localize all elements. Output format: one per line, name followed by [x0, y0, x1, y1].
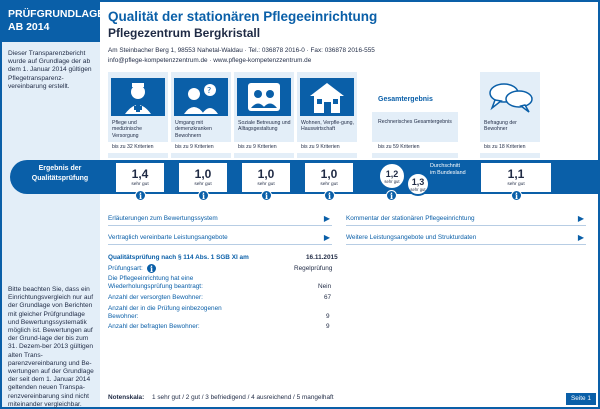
link-strukturdaten[interactable]: [346, 231, 586, 245]
grade-text: sehr gut: [194, 182, 212, 187]
prufgrundlage-title: [2, 2, 105, 42]
grade-pflege: [115, 162, 165, 193]
social-care-icon: [237, 78, 291, 116]
average-label-line1: Durchschnitt: [430, 163, 460, 169]
grade-value: 1,0: [320, 167, 338, 181]
rating-band-label: [20, 164, 100, 184]
category-demenz: [171, 72, 231, 158]
link-label: Kommentar der stationären Pflegeeinrichtung: [346, 215, 475, 222]
grade-scale-label: Notenskala:: [108, 394, 145, 401]
grade-scale: [108, 394, 334, 401]
play-arrow-icon: ▶: [323, 233, 330, 242]
rating-band-label-line2: Qualitätsprüfung: [31, 175, 89, 182]
average-label: [430, 163, 466, 177]
category-wohnen: [297, 72, 357, 158]
inspection-heading: Qualitätsprüfung nach § 114 Abs. 1 SGB XI am: [108, 254, 249, 261]
overall-result-panel: [372, 88, 458, 158]
category-befragung: [480, 72, 540, 158]
residents-count-label: Anzahl der versorgten Bewohner:: [108, 294, 203, 301]
grade-text: sehr gut: [507, 182, 525, 187]
svg-text:?: ?: [207, 86, 212, 95]
category-label: Soziale Betreuung und Alltagsgestaltung: [238, 120, 291, 133]
grade-wohnen: [304, 162, 354, 193]
category-pflege: [108, 72, 168, 158]
surveyed-count-label: Anzahl der befragten Bewohner:: [108, 323, 200, 330]
grade-scale-text: 1 sehr gut / 2 gut / 3 befriedigend / 4 ausreichend / 5 mangelhaft: [152, 394, 334, 401]
overall-result-sub: Rechnerisches Gesamtergebnis: [378, 119, 452, 125]
repeat-inspection-value: Nein: [318, 283, 332, 290]
grade-text: sehr gut: [131, 182, 149, 187]
grade-value: 1,0: [257, 167, 275, 181]
link-bewertungssystem[interactable]: [108, 212, 332, 226]
speech-bubbles-icon: [483, 78, 537, 116]
link-leistungsangebote[interactable]: [108, 231, 332, 245]
info-icon[interactable]: i: [198, 190, 209, 201]
facility-web: info@pflege-kompetenzzentrum.de · www.pflege-kompetenzzentrum.de: [108, 57, 312, 64]
play-arrow-icon: ▶: [577, 233, 584, 242]
residents-count-value: 67: [324, 294, 332, 301]
prufgrundlage-line2: AB 2014: [8, 21, 50, 33]
overall-grade-circle: [378, 162, 406, 190]
overall-result-title: Gesamtergebnis: [372, 88, 458, 112]
category-criteria: bis zu 32 Kriterien: [108, 142, 168, 153]
category-label: Umgang mit demenzkranken Bewohnern: [175, 120, 212, 139]
grade-text: sehr gut: [257, 182, 275, 187]
page-number: Seite 1: [566, 393, 596, 405]
overall-grade-text: sehr gut: [384, 179, 400, 184]
overall-grade-value: 1,2: [385, 169, 399, 179]
info-icon[interactable]: i: [146, 263, 157, 274]
link-kommentar[interactable]: [346, 212, 586, 226]
inspection-date: 16.11.2015: [306, 254, 338, 261]
category-label: Pflege und medizinische Versorgung: [112, 120, 142, 139]
link-label: Vertraglich vereinbarte Leistungsangebote: [108, 234, 228, 241]
average-grade-circle: [406, 172, 430, 196]
facility-name: Pflegezentrum Bergkristall: [108, 26, 261, 40]
house-icon: [300, 78, 354, 116]
average-label-line2: im Bundesland: [430, 170, 466, 176]
link-label: Weitere Leistungsangebote und Strukturdaten: [346, 234, 477, 241]
category-criteria: bis zu 9 Kriterien: [171, 142, 231, 153]
grade-demenz: [178, 162, 228, 193]
dementia-care-icon: [174, 78, 228, 116]
info-icon[interactable]: i: [261, 190, 272, 201]
info-icon[interactable]: i: [511, 190, 522, 201]
surveyed-count-value: 9: [326, 323, 330, 330]
category-criteria: bis zu 9 Kriterien: [297, 142, 357, 153]
category-label: Befragung der Bewohner: [484, 120, 517, 133]
grade-text: sehr gut: [320, 182, 338, 187]
nurse-icon: [111, 78, 165, 116]
included-count-label: Anzahl der in die Prüfung einbezogenen Bewohner:: [108, 305, 222, 320]
grade-value: 1,4: [131, 167, 149, 181]
average-grade-text: sehr gut: [410, 187, 426, 192]
category-label: Wohnen, Verpfle-gung, Hauswirtschaft: [301, 120, 354, 133]
category-criteria: bis zu 9 Kriterien: [234, 142, 294, 153]
facility-address: Am Steinbacher Berg 1, 98553 Nahetal-Waldau · Tel.: 036878 2016-0 · Fax: 036878 2016-555: [108, 47, 375, 54]
play-arrow-icon: ▶: [577, 214, 584, 223]
grade-value: 1,0: [194, 167, 212, 181]
left-sidebar: [2, 2, 105, 408]
rating-band-label-line1: Ergebnis der: [38, 165, 82, 172]
play-arrow-icon: ▶: [323, 214, 330, 223]
intro-note: Dieser Transparenzbericht wurde auf Grundlage der ab dem 1. Januar 2014 gültigen Pflegetransparenz-vereinbarung erstellt.: [8, 50, 92, 90]
page-title: Qualität der stationären Pflegeeinrichtung: [108, 9, 378, 24]
category-criteria: bis zu 18 Kriterien: [480, 142, 540, 153]
prufgrundlage-line1: PRÜFGRUNDLAGE: [8, 8, 105, 20]
grade-betreuung: [241, 162, 291, 193]
grade-value: 1,1: [507, 167, 525, 181]
inspection-type-label: Prüfungsart:: [108, 265, 143, 272]
grade-befragung: [480, 162, 552, 193]
info-icon[interactable]: i: [386, 190, 397, 201]
comparison-hint: Bitte beachten Sie, dass ein Einrichtungsvergleich nur auf der Grundlage von Berichten mit gleicher Prüfgrundlage und Bewertungssystematik möglich ist. Bewertungen auf der Grund-lage der bis zum 31. Dezem-ber 2013 gültigen alten Trans-parenzvereinbarung und Be-wertungen auf der Grundlage der seit dem 1. Januar 2014 geltenden neuen Transpa-renzvereinbarung sind nicht miteinander vergleichbar.: [8, 286, 94, 408]
category-betreuung: [234, 72, 294, 158]
link-label: Erläuterungen zum Bewertungssystem: [108, 215, 218, 222]
inspection-type-value: Regelprüfung: [294, 265, 333, 272]
repeat-inspection-label: Die Pflegeeinrichtung hat eine Wiederholungsprüfung beantragt:: [108, 275, 203, 290]
info-icon[interactable]: i: [135, 190, 146, 201]
included-count-value: 9: [326, 313, 330, 320]
average-grade-value: 1,3: [411, 177, 425, 187]
rating-band: [4, 152, 598, 202]
overall-result-criteria: bis zu 59 Kriterien: [372, 142, 458, 153]
info-icon[interactable]: i: [324, 190, 335, 201]
